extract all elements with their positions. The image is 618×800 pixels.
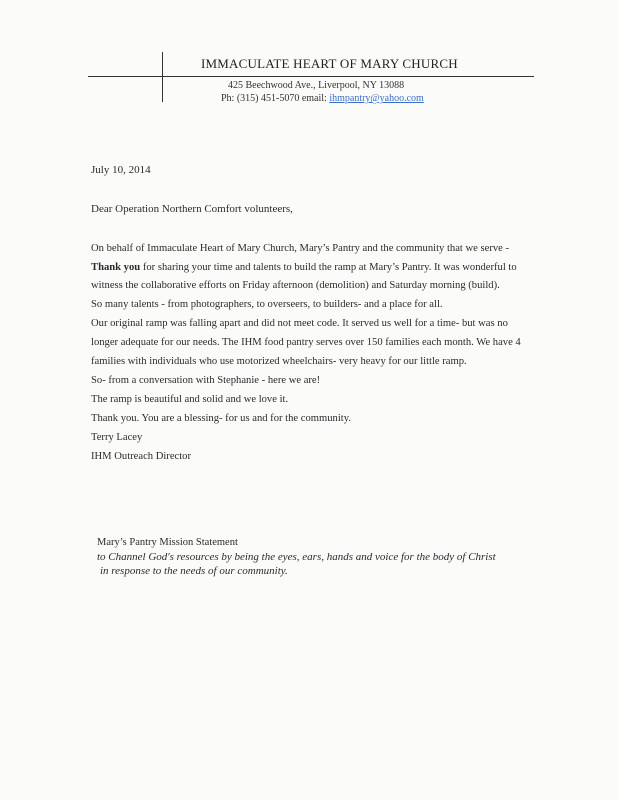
email-link[interactable]: ihmpantry@yahoo.com <box>329 93 424 104</box>
mission-line: to Channel God's resources by being the eyes, ears, hands and voice for the body of Christ <box>97 551 496 563</box>
mission-line: in response to the needs of our community. <box>100 565 288 577</box>
signer-title: IHM Outreach Director <box>91 451 192 462</box>
letter-line: witness the collaborative efforts on Friday afternoon (demolition) and Saturday morning (build). <box>91 280 500 291</box>
thank-you-bold: Thank you <box>91 262 141 273</box>
letter-line: The ramp is beautiful and solid and we love it. <box>91 394 289 405</box>
church-name: IMMACULATE HEART OF MARY CHURCH <box>201 56 458 71</box>
letter-line-rest: for sharing your time and talents to build the ramp at Mary’s Pantry. It was wonderful to <box>140 262 517 273</box>
letter-line: families with individuals who use motorized wheelchairs- very heavy for our little ramp. <box>91 356 467 367</box>
mission-statement <box>97 550 496 578</box>
letter-line <box>91 262 517 273</box>
letterhead-cross-vertical <box>162 52 163 102</box>
letter-line: On behalf of Immaculate Heart of Mary Church, Mary’s Pantry and the community that we serve - <box>91 243 510 254</box>
letter-salutation: Dear Operation Northern Comfort volunteers, <box>91 203 293 215</box>
letterhead-cross-horizontal <box>88 76 534 77</box>
letter-line: Thank you. You are a blessing- for us and for the community. <box>91 413 351 424</box>
letter-line: Our original ramp was falling apart and did not meet code. It served us well for a time- but was no <box>91 318 508 329</box>
phone-text: Ph: (315) 451-5070 email: <box>221 93 330 104</box>
letter-line: longer adequate for our needs. The IHM food pantry serves over 150 families each month. We have 4 <box>91 337 521 348</box>
signer-name: Terry Lacey <box>91 432 143 443</box>
mission-heading: Mary’s Pantry Mission Statement <box>97 537 238 548</box>
church-contact <box>221 93 424 104</box>
letter-date: July 10, 2014 <box>91 164 151 176</box>
letter-line: So many talents - from photographers, to overseers, to builders- and a place for all. <box>91 299 443 310</box>
church-address: 425 Beechwood Ave., Liverpool, NY 13088 <box>228 80 405 91</box>
letter-line: So- from a conversation with Stephanie - here we are! <box>91 375 321 386</box>
